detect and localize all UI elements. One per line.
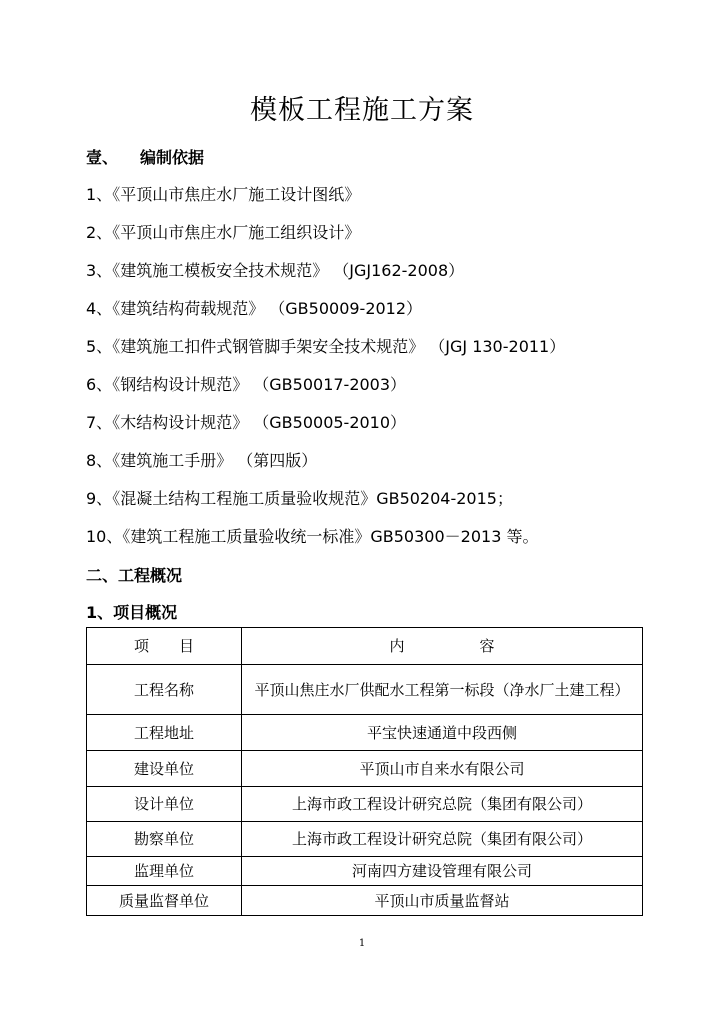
document-title: 模板工程施工方案 [250,95,474,126]
row-label: 工程名称 [87,665,242,715]
reference-item [86,372,406,395]
reference-number: 9、 [86,489,113,508]
reference-text: 《钢结构设计规范》 （GB50017-2003） [112,375,407,394]
table-row [87,665,643,715]
page-number: 1 [358,938,366,949]
reference-number: 4、 [86,299,113,318]
row-value: 平顶山焦庄水厂供配水工程第一标段（净水厂土建工程） [242,665,643,715]
table-row [87,857,643,886]
reference-text: 《建筑施工扣件式钢管脚手架安全技术规范》 （JGJ 130-2011） [112,337,566,356]
section-heading-basis [86,145,204,168]
reference-number: 8、 [86,451,113,470]
reference-text: 《平顶山市焦庄水厂施工组织设计》 [112,223,361,242]
section-number: 壹、 [86,148,119,167]
reference-item [86,182,360,205]
reference-text: 《木结构设计规范》 （GB50005-2010） [112,413,407,432]
table-row [87,822,643,857]
reference-text: 《混凝土结构工程施工质量验收规范》GB50204-2015； [112,489,513,508]
reference-number: 5、 [86,337,113,356]
reference-text: 《建筑施工手册》 （第四版） [112,451,318,470]
reference-number: 1、 [86,185,113,204]
reference-item [86,524,538,547]
row-value: 上海市政工程设计研究总院（集团有限公司） [242,822,643,857]
reference-item [86,486,513,509]
subsection-heading-project: 1、项目概况 [86,603,178,622]
row-value: 平宝快速通道中段西侧 [242,715,643,751]
row-label: 工程地址 [87,715,242,751]
table-row [87,751,643,787]
reference-item [86,258,464,281]
reference-item [86,296,422,319]
table-row [87,715,643,751]
row-label: 建设单位 [87,751,242,787]
reference-number: 2、 [86,223,113,242]
reference-number: 7、 [86,413,113,432]
table-row [87,787,643,822]
section-label: 编制依据 [140,148,205,167]
project-info-table [86,627,643,916]
row-value: 平顶山市质量监督站 [242,886,643,916]
table-row [87,886,643,916]
reference-item [86,334,565,357]
reference-item [86,410,406,433]
reference-item [86,220,360,243]
reference-text: 《建筑施工模板安全技术规范》 （JGJ162-2008） [112,261,465,280]
table-header-row [87,628,643,665]
reference-number: 6、 [86,375,113,394]
reference-text: 《建筑工程施工质量验收统一标准》GB50300－2013 等。 [122,527,539,546]
row-label: 设计单位 [87,787,242,822]
reference-number: 3、 [86,261,113,280]
header-cell-item: 项 目 [87,628,242,665]
row-label: 质量监督单位 [87,886,242,916]
header-cell-content: 内 容 [242,628,643,665]
row-label: 勘察单位 [87,822,242,857]
section-heading-overview: 二、工程概况 [86,566,183,585]
row-value: 河南四方建设管理有限公司 [242,857,643,886]
reference-text: 《平顶山市焦庄水厂施工设计图纸》 [112,185,361,204]
row-value: 上海市政工程设计研究总院（集团有限公司） [242,787,643,822]
row-label: 监理单位 [87,857,242,886]
reference-text: 《建筑结构荷载规范》 （GB50009-2012） [112,299,423,318]
reference-number: 10、 [86,527,123,546]
row-value: 平顶山市自来水有限公司 [242,751,643,787]
reference-item [86,448,317,471]
